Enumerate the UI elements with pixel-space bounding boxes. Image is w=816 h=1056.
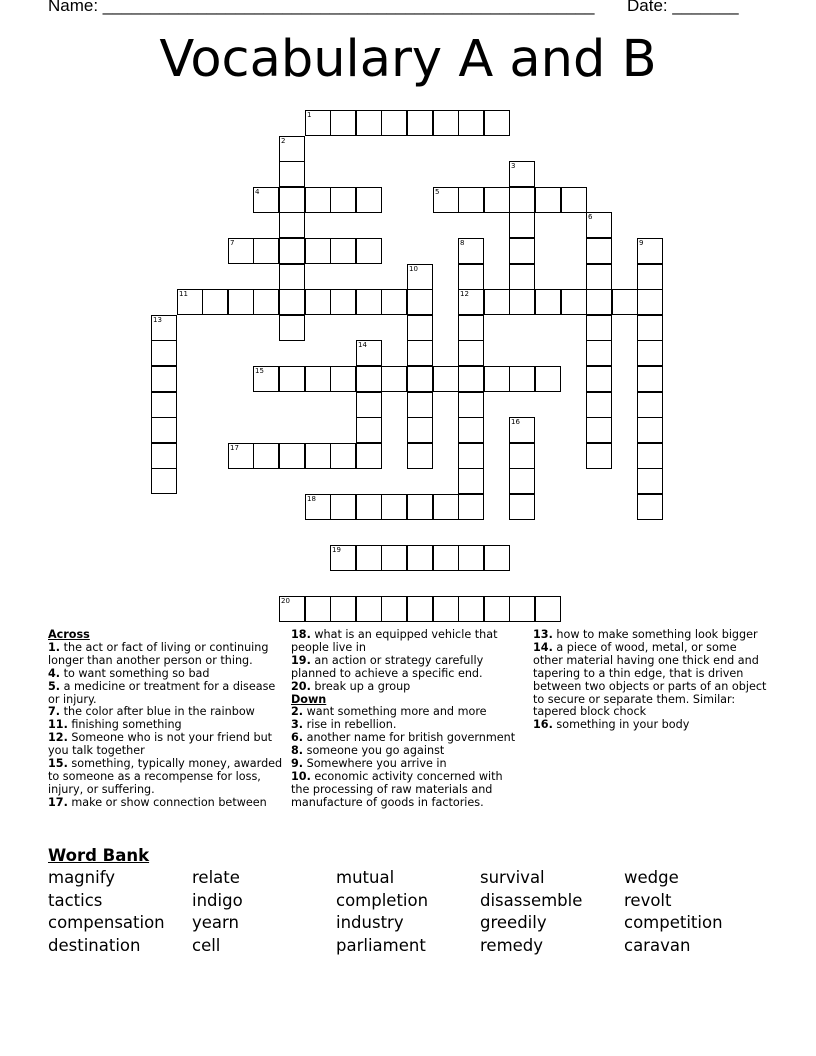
grid-cell[interactable] <box>279 315 305 341</box>
grid-cell[interactable] <box>305 494 331 520</box>
clue-number: 4 <box>255 188 260 196</box>
clue-number: 17 <box>230 444 239 452</box>
grid-cell[interactable] <box>561 187 587 213</box>
grid-cell[interactable] <box>586 392 612 418</box>
grid-cell[interactable] <box>381 494 407 520</box>
word-bank-word: revolt <box>624 890 672 910</box>
grid-cell[interactable] <box>356 443 382 469</box>
grid-cell[interactable] <box>458 110 484 136</box>
grid-cell[interactable] <box>407 315 433 341</box>
grid-cell[interactable] <box>356 187 382 213</box>
down-heading: Down <box>291 692 327 706</box>
clue-down-8: 8. someone you go against <box>291 744 445 758</box>
grid-cell[interactable] <box>484 366 510 392</box>
grid-cell[interactable] <box>637 494 663 520</box>
clue-down-3: 3. rise in rebellion. <box>291 718 397 732</box>
grid-cell[interactable] <box>279 443 305 469</box>
grid-cell[interactable] <box>433 187 459 213</box>
grid-cell[interactable] <box>381 596 407 622</box>
across-heading: Across <box>48 628 90 641</box>
clue-across-1: 1. the act or fact of living or continuing longer than another person or thing. <box>48 640 269 667</box>
clue-number: 11 <box>179 290 188 298</box>
clue-down-16: 16. something in your body <box>533 718 690 732</box>
grid-cell[interactable] <box>586 340 612 366</box>
grid-cell[interactable] <box>407 417 433 443</box>
grid-cell[interactable] <box>637 392 663 418</box>
grid-cell[interactable] <box>228 443 254 469</box>
clue-number: 19 <box>332 546 341 554</box>
grid-cell[interactable] <box>356 494 382 520</box>
clue-number: 10 <box>409 265 418 273</box>
word-bank-word: tactics <box>48 890 103 910</box>
grid-cell[interactable] <box>305 110 331 136</box>
grid-cell[interactable] <box>637 238 663 264</box>
grid-cell[interactable] <box>305 366 331 392</box>
clue-across-11: 11. finishing something <box>48 718 182 732</box>
grid-cell[interactable] <box>253 238 279 264</box>
grid-cell[interactable] <box>356 340 382 366</box>
page-title: Vocabulary A and B <box>159 30 657 89</box>
grid-cell[interactable] <box>637 340 663 366</box>
grid-cell[interactable] <box>484 289 510 315</box>
grid-cell[interactable] <box>509 443 535 469</box>
word-bank-word: magnify <box>48 868 115 887</box>
grid-cell[interactable] <box>458 468 484 494</box>
clue-down-9: 9. Somewhere you arrive in <box>291 757 447 771</box>
grid-cell[interactable] <box>535 289 561 315</box>
clue-down-10: 10. economic activity concerned with the processing of raw materials and manufacture of goods in factories. <box>291 769 503 809</box>
grid-cell[interactable] <box>407 596 433 622</box>
grid-cell[interactable] <box>407 545 433 571</box>
grid-cell[interactable] <box>509 264 535 290</box>
clue-number: 20 <box>281 597 290 605</box>
grid-cell[interactable] <box>484 596 510 622</box>
grid-cell[interactable] <box>458 187 484 213</box>
word-bank-word: caravan <box>624 936 691 956</box>
word-bank-word: yearn <box>192 913 239 933</box>
word-bank-word: greedily <box>480 913 547 933</box>
clue-number: 1 <box>307 111 312 119</box>
clue-down-6: 6. another name for british government <box>291 731 516 745</box>
grid-cell[interactable] <box>177 289 203 315</box>
clue-number: 15 <box>255 367 264 375</box>
word-bank-word: cell <box>192 936 221 956</box>
grid-cell[interactable] <box>356 417 382 443</box>
grid-cell[interactable] <box>356 392 382 418</box>
clues-column-1 <box>48 629 284 810</box>
clues-column-2 <box>291 629 517 810</box>
grid-cell[interactable] <box>509 161 535 187</box>
clue-number: 7 <box>230 239 235 247</box>
grid-cell[interactable] <box>330 187 356 213</box>
grid-cell[interactable] <box>279 238 305 264</box>
clue-across-17: 17. make or show connection between <box>48 795 267 809</box>
grid-cell[interactable] <box>509 468 535 494</box>
grid-cell[interactable] <box>458 340 484 366</box>
word-bank-word: mutual <box>336 868 395 887</box>
grid-cell[interactable] <box>330 238 356 264</box>
grid-cell[interactable] <box>330 443 356 469</box>
grid-cell[interactable] <box>381 110 407 136</box>
grid-cell[interactable] <box>228 238 254 264</box>
grid-cell[interactable] <box>509 366 535 392</box>
grid-cell[interactable] <box>458 417 484 443</box>
word-bank-word: remedy <box>480 936 544 956</box>
grid-cell[interactable] <box>509 212 535 238</box>
grid-cell[interactable] <box>458 366 484 392</box>
clue-number: 18 <box>307 495 316 503</box>
grid-cell[interactable] <box>279 187 305 213</box>
grid-cell[interactable] <box>305 289 331 315</box>
grid-cell[interactable] <box>509 417 535 443</box>
grid-cell[interactable] <box>535 366 561 392</box>
grid-cell[interactable] <box>151 443 177 469</box>
grid-cell[interactable] <box>151 468 177 494</box>
grid-cell[interactable] <box>330 494 356 520</box>
grid-cell[interactable] <box>458 494 484 520</box>
grid-cell[interactable] <box>407 110 433 136</box>
grid-cell[interactable] <box>253 289 279 315</box>
clue-number: 13 <box>153 316 162 324</box>
grid-cell[interactable] <box>612 289 638 315</box>
grid-cell[interactable] <box>458 238 484 264</box>
grid-cell[interactable] <box>637 417 663 443</box>
grid-cell[interactable] <box>586 264 612 290</box>
grid-cell[interactable] <box>279 596 305 622</box>
clue-across-4: 4. to want something so bad <box>48 666 210 680</box>
grid-cell[interactable] <box>509 494 535 520</box>
grid-cell[interactable] <box>407 340 433 366</box>
clue-number: 2 <box>281 137 286 145</box>
grid-cell[interactable] <box>407 289 433 315</box>
grid-cell[interactable] <box>586 238 612 264</box>
grid-cell[interactable] <box>433 366 459 392</box>
grid-cell[interactable] <box>407 392 433 418</box>
clue-number: 8 <box>460 239 465 247</box>
clue-down-13: 13. how to make something look bigger <box>533 628 758 641</box>
clue-number: 12 <box>460 290 469 298</box>
word-bank-word: wedge <box>624 868 679 887</box>
grid-cell[interactable] <box>305 443 331 469</box>
word-bank-word: relate <box>192 868 240 887</box>
grid-cell[interactable] <box>458 289 484 315</box>
clue-number: 6 <box>588 213 593 221</box>
grid-cell[interactable] <box>279 136 305 162</box>
date-field-label: Date: _______ <box>627 0 739 15</box>
grid-cell[interactable] <box>356 289 382 315</box>
grid-cell[interactable] <box>509 187 535 213</box>
grid-cell[interactable] <box>407 366 433 392</box>
clue-number: 5 <box>435 188 440 196</box>
grid-cell[interactable] <box>305 238 331 264</box>
grid-cell[interactable] <box>381 366 407 392</box>
grid-cell[interactable] <box>356 545 382 571</box>
grid-cell[interactable] <box>484 187 510 213</box>
grid-cell[interactable] <box>407 494 433 520</box>
grid-cell[interactable] <box>356 596 382 622</box>
grid-cell[interactable] <box>330 366 356 392</box>
grid-cell[interactable] <box>484 545 510 571</box>
grid-cell[interactable] <box>458 545 484 571</box>
grid-cell[interactable] <box>151 417 177 443</box>
word-bank-word: survival <box>480 868 545 887</box>
grid-cell[interactable] <box>330 110 356 136</box>
grid-cell[interactable] <box>586 289 612 315</box>
clue-number: 16 <box>511 418 520 426</box>
grid-cell[interactable] <box>586 443 612 469</box>
grid-cell[interactable] <box>637 468 663 494</box>
word-bank-word: competition <box>624 913 723 933</box>
clue-down-14: 14. a piece of wood, metal, or some other material having one thick end and tapering to a thin edge, that is driven between two objects or parts of an object to secure or separate them. Similar: tapered block chock <box>533 640 767 719</box>
grid-cell[interactable] <box>330 545 356 571</box>
grid-cell[interactable] <box>484 110 510 136</box>
grid-cell[interactable] <box>356 110 382 136</box>
grid-cell[interactable] <box>586 417 612 443</box>
grid-cell[interactable] <box>151 392 177 418</box>
grid-cell[interactable] <box>330 289 356 315</box>
word-bank-word: compensation <box>48 913 165 933</box>
grid-cell[interactable] <box>561 289 587 315</box>
grid-cell[interactable] <box>509 238 535 264</box>
grid-cell[interactable] <box>458 443 484 469</box>
grid-cell[interactable] <box>381 545 407 571</box>
grid-cell[interactable] <box>509 596 535 622</box>
grid-cell[interactable] <box>407 443 433 469</box>
clue-across-18: 18. what is an equipped vehicle that people live in <box>291 628 498 654</box>
grid-cell[interactable] <box>253 366 279 392</box>
grid-cell[interactable] <box>330 596 356 622</box>
clue-across-20: 20. break up a group <box>291 679 411 693</box>
grid-cell[interactable] <box>381 289 407 315</box>
clue-number: 14 <box>358 341 367 349</box>
grid-cell[interactable] <box>433 494 459 520</box>
grid-cell[interactable] <box>279 212 305 238</box>
grid-cell[interactable] <box>151 315 177 341</box>
grid-cell[interactable] <box>356 366 382 392</box>
clue-across-7: 7. the color after blue in the rainbow <box>48 705 255 719</box>
grid-cell[interactable] <box>151 340 177 366</box>
grid-cell[interactable] <box>458 596 484 622</box>
grid-cell[interactable] <box>202 289 228 315</box>
clue-across-5: 5. a medicine or treatment for a disease or injury. <box>48 679 276 706</box>
grid-cell[interactable] <box>637 366 663 392</box>
grid-cell[interactable] <box>151 366 177 392</box>
grid-cell[interactable] <box>535 187 561 213</box>
grid-cell[interactable] <box>637 443 663 469</box>
grid-cell[interactable] <box>433 545 459 571</box>
grid-cell[interactable] <box>458 392 484 418</box>
clue-number: 3 <box>511 162 516 170</box>
grid-cell[interactable] <box>253 443 279 469</box>
grid-cell[interactable] <box>253 187 279 213</box>
grid-cell[interactable] <box>458 315 484 341</box>
grid-cell[interactable] <box>535 596 561 622</box>
grid-cell[interactable] <box>509 289 535 315</box>
grid-cell[interactable] <box>458 264 484 290</box>
grid-cell[interactable] <box>637 289 663 315</box>
grid-cell[interactable] <box>586 212 612 238</box>
grid-cell[interactable] <box>228 289 254 315</box>
word-bank-word: destination <box>48 936 141 956</box>
clue-down-2: 2. want something more and more <box>291 705 487 719</box>
word-bank-word: completion <box>336 890 429 910</box>
clue-across-15: 15. something, typically money, awarded to someone as a recompense for loss, injury, or suffering. <box>48 757 283 796</box>
word-bank-title: Word Bank <box>48 846 150 865</box>
grid-cell[interactable] <box>279 264 305 290</box>
word-bank-word: disassemble <box>480 890 583 910</box>
name-field-label: Name: ____________________________________________________ <box>48 0 595 15</box>
grid-cell[interactable] <box>279 289 305 315</box>
grid-cell[interactable] <box>279 366 305 392</box>
grid-cell[interactable] <box>305 596 331 622</box>
word-bank-word: parliament <box>336 936 426 956</box>
grid-cell[interactable] <box>637 315 663 341</box>
grid-cell[interactable] <box>433 110 459 136</box>
grid-cell[interactable] <box>279 161 305 187</box>
grid-cell[interactable] <box>586 366 612 392</box>
grid-cell[interactable] <box>586 315 612 341</box>
clues-column-3 <box>533 629 768 732</box>
grid-cell[interactable] <box>637 264 663 290</box>
clue-across-19: 19. an action or strategy carefully planned to achieve a specific end. <box>291 653 484 680</box>
clue-number: 9 <box>639 239 644 247</box>
grid-cell[interactable] <box>356 238 382 264</box>
word-bank-word: indigo <box>192 890 243 910</box>
grid-cell[interactable] <box>407 264 433 290</box>
grid-cell[interactable] <box>433 596 459 622</box>
clue-across-12: 12. Someone who is not your friend but you talk together <box>48 731 273 758</box>
word-bank-word: industry <box>336 913 404 933</box>
grid-cell[interactable] <box>305 187 331 213</box>
